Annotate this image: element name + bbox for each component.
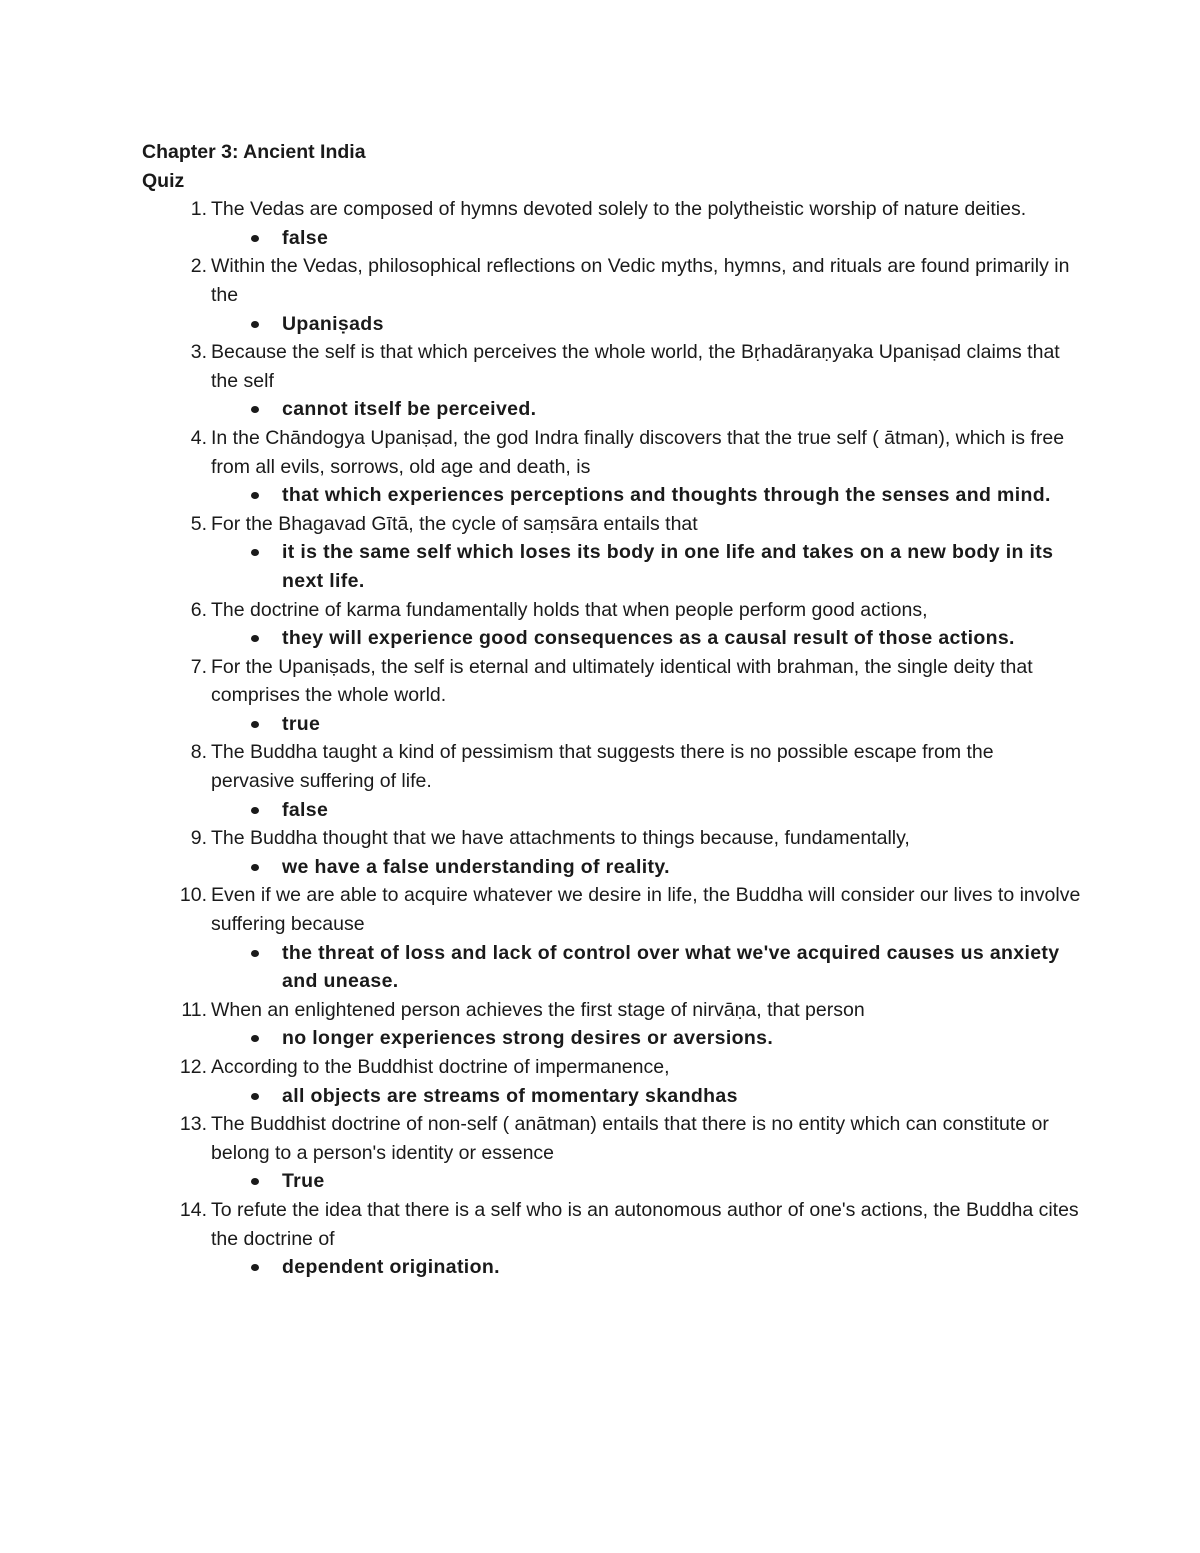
answer-text: false — [282, 226, 329, 249]
answer-item — [211, 939, 1082, 996]
question-item — [142, 195, 1082, 252]
answer-list — [211, 1024, 1082, 1053]
question-number: 3 . — [191, 338, 207, 367]
answer-text: True — [282, 1170, 325, 1193]
question-item — [142, 824, 1082, 881]
question-text: The doctrine of karma fundamentally holds that when people perform good actions, — [211, 598, 928, 621]
answer-list — [211, 224, 1082, 253]
question-number: 2 . — [191, 252, 207, 281]
question-item — [142, 881, 1082, 995]
answer-text: cannot itself be perceived. — [282, 398, 537, 421]
bullet-icon — [251, 1178, 259, 1185]
question-item — [142, 596, 1082, 653]
answer-item — [211, 796, 1082, 825]
question-item — [142, 1196, 1082, 1282]
question-text: For the Bhagavad Gītā, the cycle of saṃsāra entails that — [211, 512, 698, 535]
question-number: 6 . — [191, 596, 207, 625]
bullet-icon — [251, 1093, 259, 1100]
question-item — [142, 510, 1082, 596]
answer-text: dependent origination. — [282, 1256, 500, 1279]
answer-item — [211, 1082, 1082, 1111]
question-item — [142, 1053, 1082, 1110]
question-number: 10 . — [180, 881, 207, 910]
bullet-icon — [251, 721, 259, 728]
answer-item — [211, 395, 1082, 424]
question-text: The Buddha thought that we have attachments to things because, fundamentally, — [211, 827, 910, 850]
answer-list — [211, 538, 1082, 595]
answer-list — [211, 624, 1082, 653]
answer-list — [211, 1167, 1082, 1196]
answer-list — [211, 853, 1082, 882]
question-text: Even if we are able to acquire whatever we desire in life, the Buddha will consider our lives to involve suffering because — [211, 884, 1081, 936]
answer-text: false — [282, 798, 329, 821]
question-text: To refute the idea that there is a self who is an autonomous author of one's actions, the Buddha cites the doctrine of — [211, 1198, 1079, 1250]
answer-text: all objects are streams of momentary skandhas — [282, 1084, 738, 1107]
answer-text: they will experience good consequences as a causal result of those actions. — [282, 627, 1015, 650]
answer-text: Upaniṣads — [282, 312, 384, 335]
question-number: 1 . — [191, 195, 207, 224]
answer-item — [211, 310, 1082, 339]
question-number: 4 . — [191, 424, 207, 453]
document-title: Chapter 3: Ancient India — [142, 141, 366, 163]
answer-text: true — [282, 712, 321, 735]
question-text: According to the Buddhist doctrine of impermanence, — [211, 1056, 670, 1078]
bullet-icon — [251, 406, 259, 413]
question-number: 9 . — [191, 824, 207, 853]
answer-text: that which experiences perceptions and thoughts through the senses and mind. — [282, 484, 1051, 507]
answer-item — [211, 1167, 1082, 1196]
answer-item — [211, 1024, 1082, 1053]
answer-item — [211, 1253, 1082, 1282]
bullet-icon — [251, 635, 259, 642]
question-item — [142, 338, 1082, 424]
answer-item — [211, 481, 1082, 510]
document-subtitle: Quiz — [142, 169, 185, 192]
answer-item — [211, 624, 1082, 653]
question-item — [142, 996, 1082, 1053]
answer-item — [211, 853, 1082, 882]
question-text: Within the Vedas, philosophical reflections on Vedic myths, hymns, and rituals are found primarily in the — [211, 255, 1070, 306]
bullet-icon — [251, 864, 259, 871]
bullet-icon — [251, 235, 259, 242]
question-list — [142, 195, 1082, 1282]
answer-list — [211, 310, 1082, 339]
question-text: The Vedas are composed of hymns devoted solely to the polytheistic worship of nature deities. — [211, 198, 1027, 221]
bullet-icon — [251, 1035, 259, 1042]
question-item — [142, 1110, 1082, 1196]
bullet-icon — [251, 321, 259, 328]
question-item — [142, 653, 1082, 739]
question-text: The Buddhist doctrine of non-self ( anātman) entails that there is no entity which can constitute or belong to a person's identity or essence — [211, 1113, 1049, 1164]
question-number: 7 . — [191, 653, 207, 682]
answer-list — [211, 1082, 1082, 1111]
answer-list — [211, 939, 1082, 996]
bullet-icon — [251, 950, 259, 957]
answer-list — [211, 1253, 1082, 1282]
question-text: In the Chāndogya Upaniṣad, the god Indra finally discovers that the true self ( ātman), which is free from all evils, sorrows, old age and death, is — [211, 426, 1065, 478]
bullet-icon — [251, 492, 259, 499]
question-number: 12 . — [180, 1053, 207, 1082]
question-number: 13 . — [180, 1110, 207, 1139]
question-item — [142, 252, 1082, 338]
question-number: 5 . — [191, 510, 207, 539]
question-text: The Buddha taught a kind of pessimism that suggests there is no possible escape from the pervasive suffering of life. — [211, 741, 994, 793]
question-number: 11 . — [181, 996, 207, 1025]
question-number: 8 . — [191, 738, 207, 767]
answer-list — [211, 710, 1082, 739]
question-item — [142, 424, 1082, 510]
question-number: 14 . — [180, 1196, 207, 1225]
answer-item — [211, 538, 1082, 595]
document-page — [142, 138, 1082, 1282]
bullet-icon — [251, 549, 259, 556]
question-text: For the Upaniṣads, the self is eternal and ultimately identical with brahman, the single deity that comprises the whole world. — [211, 655, 1033, 707]
answer-text: we have a false understanding of reality. — [282, 855, 670, 878]
bullet-icon — [251, 1264, 259, 1271]
answer-list — [211, 395, 1082, 424]
answer-item — [211, 224, 1082, 253]
answer-item — [211, 710, 1082, 739]
question-item — [142, 738, 1082, 824]
answer-text: the threat of loss and lack of control over what we've acquired causes us anxiety and unease. — [282, 941, 1060, 993]
question-text: When an enlightened person achieves the first stage of nirvāṇa, that person — [211, 998, 865, 1021]
answer-text: no longer experiences strong desires or aversions. — [282, 1027, 774, 1050]
bullet-icon — [251, 807, 259, 814]
answer-list — [211, 796, 1082, 825]
question-text: Because the self is that which perceives the whole world, the Bṛhadāraṇyaka Upaniṣad claims that the self — [211, 341, 1060, 392]
answer-list — [211, 481, 1082, 510]
answer-text: it is the same self which loses its body in one life and takes on a new body in its next life. — [282, 541, 1054, 592]
